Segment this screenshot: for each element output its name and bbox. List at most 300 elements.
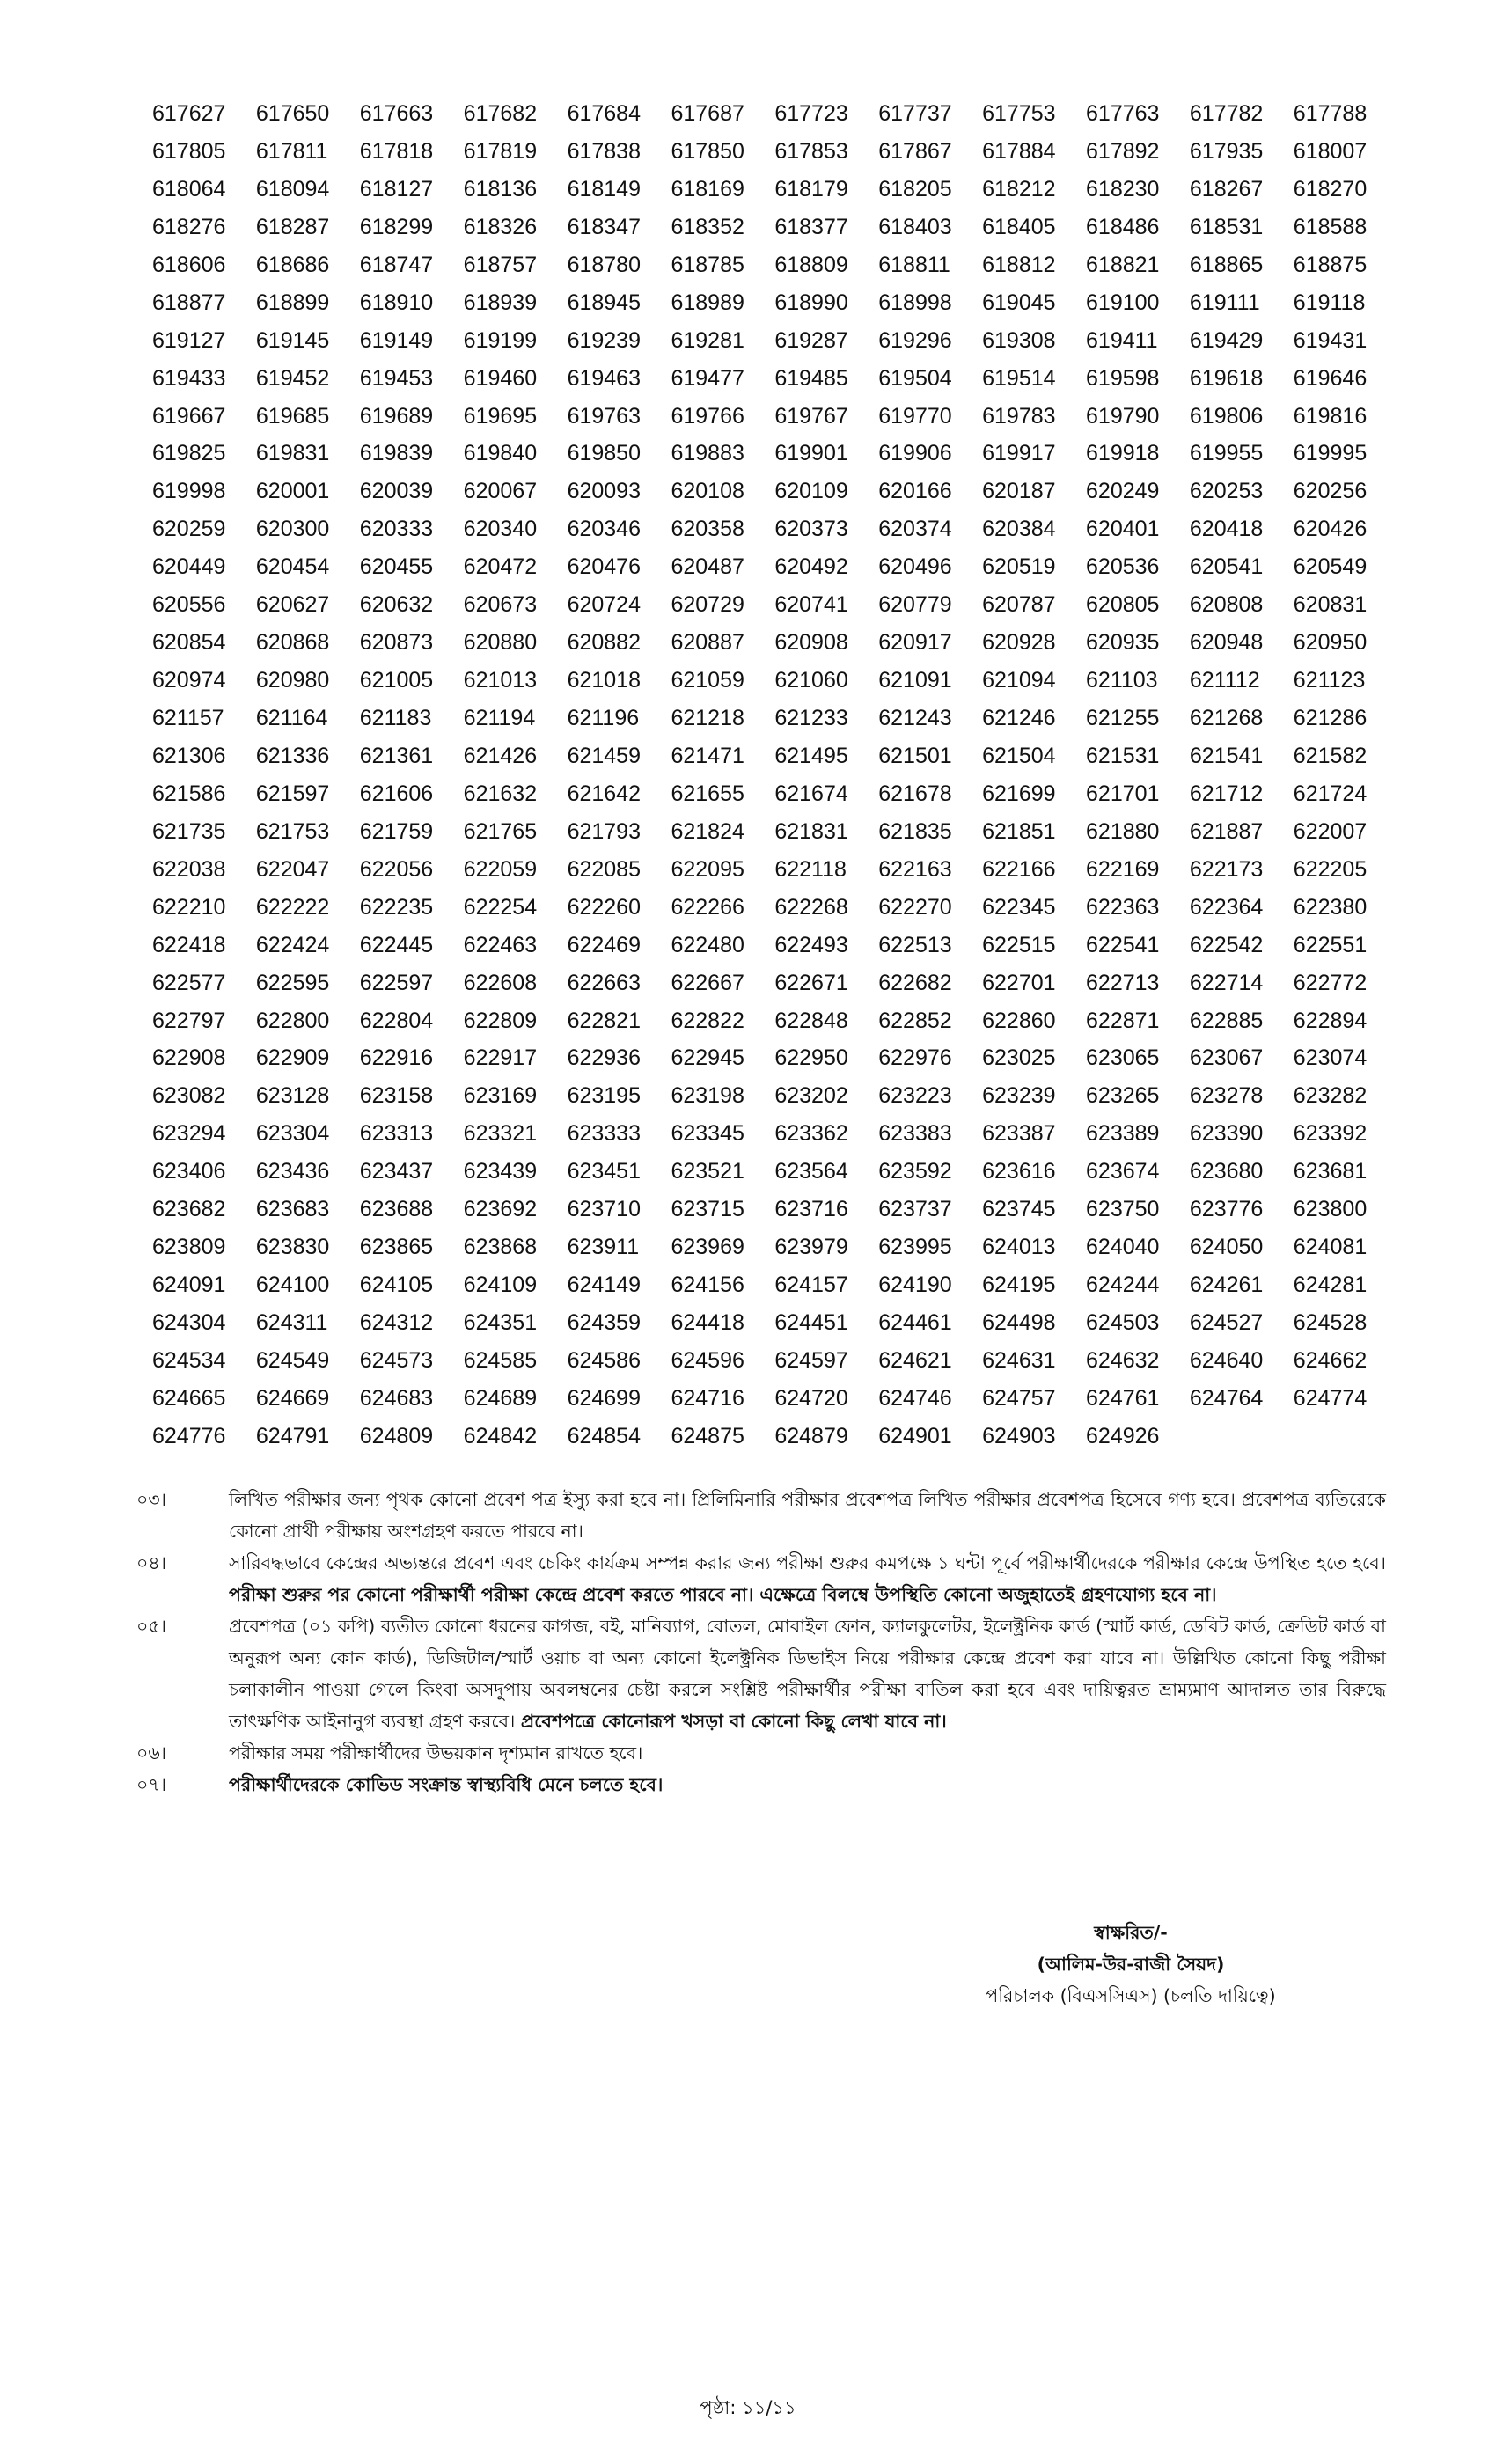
roll-number: 624304 — [152, 1310, 226, 1335]
signatory-designation: পরিচালক (বিএসসিএস) (চলতি দায়িত্বে) — [986, 1985, 1276, 2006]
roll-number: 622821 — [567, 1008, 641, 1033]
roll-number: 622173 — [1189, 856, 1264, 882]
roll-number: 621268 — [1189, 706, 1264, 730]
roll-number: 623390 — [1189, 1121, 1264, 1147]
roll-number: 619695 — [463, 403, 538, 429]
roll-number: 621495 — [774, 743, 848, 768]
roll-number: 623830 — [255, 1235, 330, 1260]
roll-number: 619998 — [152, 479, 226, 504]
roll-number: 621243 — [878, 706, 952, 730]
roll-number: 623437 — [359, 1159, 434, 1184]
roll-number: 622445 — [359, 932, 434, 957]
roll-number: 621759 — [359, 818, 434, 844]
roll-number: 617892 — [1086, 138, 1160, 164]
roll-number: 624926 — [1086, 1423, 1160, 1448]
roll-number: 623776 — [1189, 1197, 1264, 1222]
roll-number: 618899 — [255, 290, 330, 315]
roll-number: 622038 — [152, 856, 226, 882]
roll-number: 623074 — [1293, 1045, 1368, 1071]
roll-number: 620492 — [774, 554, 848, 580]
instruction-text — [229, 1737, 1386, 1769]
roll-number: 621459 — [567, 743, 641, 768]
roll-number: 618149 — [567, 176, 641, 202]
instruction-text — [229, 1610, 1386, 1737]
roll-number: 624665 — [152, 1385, 226, 1411]
roll-number: 624527 — [1189, 1310, 1264, 1335]
roll-number: 621426 — [463, 743, 538, 768]
roll-number: 623716 — [774, 1197, 848, 1222]
roll-number: 617627 — [152, 101, 226, 126]
roll-number: 620455 — [359, 554, 434, 580]
roll-number: 622945 — [671, 1045, 744, 1071]
roll-number: 620724 — [567, 592, 641, 618]
roll-number: 617737 — [878, 101, 952, 126]
roll-number: 622804 — [359, 1008, 434, 1033]
roll-number: 617884 — [982, 138, 1056, 164]
signature-block — [933, 1917, 1329, 2012]
roll-number: 618809 — [774, 252, 848, 277]
roll-number: 623592 — [878, 1159, 952, 1184]
roll-number: 621233 — [774, 706, 848, 730]
roll-number: 620487 — [671, 554, 744, 580]
roll-number: 624013 — [982, 1235, 1056, 1260]
roll-number: 624081 — [1293, 1235, 1368, 1260]
roll-number: 624631 — [982, 1347, 1056, 1373]
roll-number: 619485 — [774, 365, 848, 391]
roll-number: 620549 — [1293, 554, 1368, 580]
roll-number: 622671 — [774, 970, 848, 995]
roll-number: 620093 — [567, 479, 641, 504]
roll-number: 622210 — [152, 894, 226, 920]
roll-number: 622345 — [982, 894, 1056, 920]
roll-number: 620373 — [774, 517, 848, 542]
roll-number: 617684 — [567, 101, 641, 126]
roll-number: 621765 — [463, 818, 538, 844]
roll-number: 620374 — [878, 517, 952, 542]
roll-number: 622169 — [1086, 856, 1160, 882]
instruction-emphasis: পরীক্ষার্থীদেরকে কোভিড সংক্রান্ত স্বাস্থ্যবিধি মেনে চলতে হবে। — [229, 1774, 664, 1795]
roll-number: 621218 — [671, 706, 744, 730]
roll-number: 618270 — [1293, 176, 1368, 202]
roll-number: 621091 — [878, 668, 952, 693]
roll-number: 620346 — [567, 517, 641, 542]
roll-number: 621336 — [255, 743, 330, 768]
roll-number: 623195 — [567, 1083, 641, 1109]
roll-number: 621112 — [1189, 668, 1260, 693]
roll-number: 623800 — [1293, 1197, 1368, 1222]
roll-number: 623158 — [359, 1083, 434, 1109]
roll-number: 624597 — [774, 1347, 848, 1373]
roll-number: 618945 — [567, 290, 641, 315]
roll-number: 619766 — [671, 403, 744, 429]
roll-number: 620831 — [1293, 592, 1368, 618]
roll-number: 623688 — [359, 1197, 434, 1222]
roll-number: 624809 — [359, 1423, 434, 1448]
roll-number: 618377 — [774, 214, 848, 239]
roll-number: 621824 — [671, 818, 744, 844]
roll-number: 622917 — [463, 1045, 538, 1071]
roll-number: 623282 — [1293, 1083, 1368, 1109]
roll-number: 618875 — [1293, 252, 1368, 277]
instruction-text — [229, 1547, 1386, 1610]
instruction-text — [229, 1769, 1386, 1800]
roll-number: 619127 — [152, 327, 226, 353]
roll-number: 621183 — [359, 706, 432, 730]
roll-number: 618347 — [567, 214, 641, 239]
instruction-item — [136, 1610, 1386, 1737]
roll-number: 617663 — [359, 101, 434, 126]
roll-number-table — [152, 95, 1397, 1456]
roll-number: 622852 — [878, 1008, 952, 1033]
roll-number: 622056 — [359, 856, 434, 882]
roll-number: 618064 — [152, 176, 226, 202]
roll-number: 624261 — [1189, 1272, 1264, 1298]
roll-number: 620536 — [1086, 554, 1160, 580]
roll-number: 621094 — [982, 668, 1056, 693]
roll-number: 621157 — [152, 706, 224, 730]
roll-number: 619995 — [1293, 441, 1368, 466]
roll-number: 619118 — [1293, 290, 1366, 315]
roll-number: 620496 — [878, 554, 952, 580]
roll-number: 617867 — [878, 138, 952, 164]
roll-number: 620935 — [1086, 630, 1160, 656]
roll-number: 619783 — [982, 403, 1056, 429]
roll-number: 622513 — [878, 932, 952, 957]
roll-number: 618757 — [463, 252, 538, 277]
roll-number: 620519 — [982, 554, 1056, 580]
roll-number: 621194 — [463, 706, 536, 730]
roll-number: 622254 — [463, 894, 538, 920]
instruction-sentence: প্রবেশপত্র (০১ কপি) ব্যতীত কোনো ধরনের কাগজ, বই, মানিব্যাগ, বোতল, মোবাইল ফোন, ক্যালকুলেটর, ইলেক্ট্রনিক কার্ড (স্মার্ট কার্ড, ডেবিট কার্ড, ক্রেডিট কার্ড বা অনুরূপ অন্য কোন কার্ড), ডিজিটাল/স্মার্ট ওয়াচ বা অন্য কোনো ইলেক্ট্রনিক ডিভাইস নিয়ে পরীক্ষার কেন্দ্রে প্রবেশ করা যাবে না। উল্লিখিত কোনো কিছু পরীক্ষা চলাকালীন পাওয়া গেলে কিংবা অসদুপায় অবলম্বনের চেষ্টা করলে সংশ্লিষ্ট পরীক্ষার্থীর পরীক্ষা বাতিল করা হবে এবং দায়িত্বরত ভ্রাম্যমাণ আদালত তার বিরুদ্ধে তাৎক্ষণিক আইনানুগ ব্যবস্থা গ্রহণ করবে। — [229, 1616, 1386, 1732]
roll-number: 620917 — [878, 630, 952, 656]
roll-number: 620787 — [982, 592, 1056, 618]
roll-number: 624549 — [255, 1347, 330, 1373]
roll-number: 619825 — [152, 441, 226, 466]
roll-number: 617811 — [255, 138, 328, 164]
roll-number: 624359 — [567, 1310, 641, 1335]
roll-number: 622860 — [982, 1008, 1056, 1033]
roll-number: 623025 — [982, 1045, 1056, 1071]
roll-number: 618747 — [359, 252, 434, 277]
roll-number: 619429 — [1189, 327, 1264, 353]
roll-number: 622822 — [671, 1008, 744, 1033]
roll-number: 621712 — [1189, 781, 1264, 806]
roll-number: 619433 — [152, 365, 226, 391]
signatory-name: (আলিম-উর-রাজী সৈয়দ) — [1037, 1954, 1225, 1975]
roll-number: 620868 — [255, 630, 330, 656]
roll-number: 624689 — [463, 1385, 538, 1411]
roll-number: 624100 — [255, 1272, 330, 1298]
roll-number: 623750 — [1086, 1197, 1160, 1222]
roll-number: 619850 — [567, 441, 641, 466]
roll-number: 617853 — [774, 138, 848, 164]
roll-number: 621306 — [152, 743, 226, 768]
roll-number: 622894 — [1293, 1008, 1368, 1033]
roll-number: 619790 — [1086, 403, 1160, 429]
roll-number: 623082 — [152, 1083, 226, 1109]
roll-number: 623383 — [878, 1121, 952, 1147]
instruction-sentence: পরীক্ষার সময় পরীক্ষার্থীদের উভয়কান দৃশ্যমান রাখতে হবে। — [229, 1742, 643, 1764]
roll-number: 622714 — [1189, 970, 1264, 995]
roll-number: 622166 — [982, 856, 1056, 882]
roll-number: 618939 — [463, 290, 538, 315]
roll-number: 618486 — [1086, 214, 1160, 239]
instruction-item — [136, 1484, 1386, 1547]
roll-number: 624156 — [671, 1272, 744, 1298]
roll-number: 619411 — [1086, 327, 1158, 353]
roll-number: 624149 — [567, 1272, 641, 1298]
roll-number: 624351 — [463, 1310, 538, 1335]
roll-number: 620887 — [671, 630, 744, 656]
roll-number: 622908 — [152, 1045, 226, 1071]
roll-number: 621018 — [567, 668, 641, 693]
roll-number: 622205 — [1293, 856, 1368, 882]
roll-number: 621753 — [255, 818, 330, 844]
roll-number: 621013 — [463, 668, 538, 693]
roll-number: 623809 — [152, 1235, 226, 1260]
roll-number: 621005 — [359, 668, 434, 693]
roll-number: 622007 — [1293, 818, 1368, 844]
roll-number: 618588 — [1293, 214, 1368, 239]
roll-number: 619685 — [255, 403, 330, 429]
instruction-item — [136, 1737, 1386, 1769]
roll-number: 623406 — [152, 1159, 226, 1184]
instruction-item — [136, 1547, 1386, 1610]
roll-number: 624311 — [255, 1310, 328, 1335]
roll-number: 618287 — [255, 214, 330, 239]
roll-number: 619840 — [463, 441, 538, 466]
roll-number: 620249 — [1086, 479, 1160, 504]
roll-number: 619770 — [878, 403, 952, 429]
roll-number: 622848 — [774, 1008, 848, 1033]
roll-number: 623392 — [1293, 1121, 1368, 1147]
roll-number: 623737 — [878, 1197, 952, 1222]
roll-number: 623304 — [255, 1121, 330, 1147]
roll-number: 617782 — [1189, 101, 1264, 126]
roll-number: 618780 — [567, 252, 641, 277]
roll-number: 623345 — [671, 1121, 744, 1147]
roll-number: 620854 — [152, 630, 226, 656]
roll-number: 619477 — [671, 365, 744, 391]
roll-number: 624451 — [774, 1310, 848, 1335]
roll-number: 618403 — [878, 214, 952, 239]
roll-number: 617650 — [255, 101, 330, 126]
roll-number: 622595 — [255, 970, 330, 995]
roll-number: 621164 — [255, 706, 328, 730]
roll-number: 624640 — [1189, 1347, 1264, 1373]
roll-number: 622772 — [1293, 970, 1368, 995]
roll-number: 618230 — [1086, 176, 1160, 202]
roll-number: 622597 — [359, 970, 434, 995]
roll-number: 618865 — [1189, 252, 1264, 277]
roll-number: 620253 — [1189, 479, 1264, 504]
roll-number: 619689 — [359, 403, 434, 429]
roll-number: 623265 — [1086, 1083, 1160, 1109]
roll-number: 624842 — [463, 1423, 538, 1448]
roll-number: 624528 — [1293, 1310, 1368, 1335]
roll-number: 623294 — [152, 1121, 226, 1147]
roll-number: 620358 — [671, 517, 744, 542]
roll-number: 620454 — [255, 554, 330, 580]
roll-number: 619504 — [878, 365, 952, 391]
roll-number: 619598 — [1086, 365, 1160, 391]
roll-number: 622364 — [1189, 894, 1264, 920]
roll-number: 620449 — [152, 554, 226, 580]
roll-number: 624764 — [1189, 1385, 1264, 1411]
roll-number: 620401 — [1086, 517, 1160, 542]
roll-number: 621724 — [1293, 781, 1368, 806]
roll-number: 623321 — [463, 1121, 538, 1147]
roll-number: 619918 — [1086, 441, 1160, 466]
roll-number: 618094 — [255, 176, 330, 202]
roll-number: 623995 — [878, 1235, 952, 1260]
roll-number: 622268 — [774, 894, 848, 920]
roll-number: 618811 — [878, 252, 950, 277]
roll-number: 623683 — [255, 1197, 330, 1222]
roll-number: 623521 — [671, 1159, 744, 1184]
roll-number: 619287 — [774, 327, 848, 353]
roll-number: 619763 — [567, 403, 641, 429]
roll-number: 620880 — [463, 630, 538, 656]
roll-number: 617819 — [463, 138, 538, 164]
roll-number: 621361 — [359, 743, 434, 768]
roll-number: 622936 — [567, 1045, 641, 1071]
roll-number: 622270 — [878, 894, 952, 920]
roll-number: 618686 — [255, 252, 330, 277]
roll-number: 619460 — [463, 365, 538, 391]
roll-number: 621606 — [359, 781, 434, 806]
instruction-item — [136, 1769, 1386, 1800]
roll-number: 622797 — [152, 1008, 226, 1033]
roll-number: 624662 — [1293, 1347, 1368, 1373]
roll-number: 617838 — [567, 138, 641, 164]
roll-number: 619453 — [359, 365, 434, 391]
instruction-number: ০৬। — [136, 1742, 166, 1764]
roll-number: 619955 — [1189, 441, 1264, 466]
roll-number: 623067 — [1189, 1045, 1264, 1071]
roll-number: 623745 — [982, 1197, 1056, 1222]
roll-number: 622418 — [152, 932, 226, 957]
roll-number: 617935 — [1189, 138, 1264, 164]
roll-number: 621501 — [878, 743, 952, 768]
roll-number: 622916 — [359, 1045, 434, 1071]
roll-number: 620067 — [463, 479, 538, 504]
roll-number: 620472 — [463, 554, 538, 580]
roll-number: 620974 — [152, 668, 226, 693]
signed-label: স্বাক্ষরিত/- — [1094, 1922, 1168, 1943]
roll-number: 621059 — [671, 668, 744, 693]
roll-number: 619806 — [1189, 403, 1264, 429]
roll-number: 622047 — [255, 856, 330, 882]
roll-number: 624109 — [463, 1272, 538, 1298]
roll-number: 618352 — [671, 214, 744, 239]
roll-number: 618276 — [152, 214, 226, 239]
roll-number: 621255 — [1086, 706, 1160, 730]
roll-number: 624875 — [671, 1423, 744, 1448]
roll-number: 620039 — [359, 479, 434, 504]
roll-number: 622163 — [878, 856, 952, 882]
roll-number: 621851 — [982, 818, 1056, 844]
roll-number: 618169 — [671, 176, 744, 202]
roll-number: 620873 — [359, 630, 434, 656]
roll-number: 624586 — [567, 1347, 641, 1373]
roll-number: 618531 — [1189, 214, 1264, 239]
roll-number: 618205 — [878, 176, 952, 202]
roll-number: 617805 — [152, 138, 226, 164]
roll-number: 623223 — [878, 1083, 952, 1109]
roll-number: 624879 — [774, 1423, 848, 1448]
roll-number: 619100 — [1086, 290, 1160, 315]
roll-number: 622976 — [878, 1045, 952, 1071]
roll-number: 624757 — [982, 1385, 1056, 1411]
roll-number: 618990 — [774, 290, 848, 315]
roll-number: 621541 — [1189, 743, 1264, 768]
roll-number: 622885 — [1189, 1008, 1264, 1033]
roll-number: 624091 — [152, 1272, 226, 1298]
roll-number: 617753 — [982, 101, 1056, 126]
roll-number: 624498 — [982, 1310, 1056, 1335]
roll-number: 622871 — [1086, 1008, 1160, 1033]
roll-number: 624903 — [982, 1423, 1056, 1448]
roll-number: 624746 — [878, 1385, 952, 1411]
roll-number: 619883 — [671, 441, 744, 466]
instruction-number: ০৩। — [136, 1489, 166, 1510]
roll-number: 617682 — [463, 101, 538, 126]
roll-number: 621674 — [774, 781, 848, 806]
instruction-emphasis: প্রবেশপত্রে কোনোরূপ খসড়া বা কোনো কিছু লেখা যাবে না। — [520, 1711, 947, 1732]
instruction-sentence: লিখিত পরীক্ষার জন্য পৃথক কোনো প্রবেশ পত্র ইস্যু করা হবে না। প্রিলিমিনারি পরীক্ষার প্রবেশপত্র লিখিত পরীক্ষার প্রবেশপত্র হিসেবে গণ্য হবে। প্রবেশপত্র ব্যতিরেকে কোনো প্রার্থী পরীক্ষায় অংশগ্রহণ করতে পারবে না। — [229, 1489, 1386, 1542]
roll-number: 619431 — [1293, 327, 1368, 353]
roll-number: 620882 — [567, 630, 641, 656]
roll-number: 623969 — [671, 1235, 744, 1260]
roll-number: 623389 — [1086, 1121, 1160, 1147]
roll-number: 620109 — [774, 479, 848, 504]
roll-number: 620166 — [878, 479, 952, 504]
roll-number: 624761 — [1086, 1385, 1160, 1411]
instructions-list — [136, 1484, 1386, 1800]
roll-number: 623451 — [567, 1159, 641, 1184]
roll-number: 619281 — [671, 327, 744, 353]
roll-number: 623333 — [567, 1121, 641, 1147]
instruction-text — [229, 1484, 1386, 1547]
roll-number: 620426 — [1293, 517, 1368, 542]
roll-number: 623564 — [774, 1159, 848, 1184]
roll-number: 624040 — [1086, 1235, 1160, 1260]
roll-number: 621103 — [1086, 668, 1158, 693]
roll-number: 623865 — [359, 1235, 434, 1260]
roll-number: 624281 — [1293, 1272, 1368, 1298]
instruction-number: ০৪। — [136, 1552, 166, 1573]
roll-number: 623616 — [982, 1159, 1056, 1184]
roll-number: 622542 — [1189, 932, 1264, 957]
roll-number: 621701 — [1086, 781, 1160, 806]
roll-number: 621735 — [152, 818, 226, 844]
roll-number: 618821 — [1086, 252, 1160, 277]
roll-number: 622541 — [1086, 932, 1160, 957]
roll-number: 620108 — [671, 479, 744, 504]
roll-number: 624716 — [671, 1385, 744, 1411]
roll-number: 621586 — [152, 781, 226, 806]
roll-number: 620418 — [1189, 517, 1264, 542]
roll-number: 618910 — [359, 290, 434, 315]
roll-number: 624621 — [878, 1347, 952, 1373]
roll-number: 621632 — [463, 781, 538, 806]
roll-number: 621246 — [982, 706, 1056, 730]
roll-number: 624683 — [359, 1385, 434, 1411]
roll-number: 622577 — [152, 970, 226, 995]
roll-number: 619767 — [774, 403, 848, 429]
roll-number: 622266 — [671, 894, 744, 920]
